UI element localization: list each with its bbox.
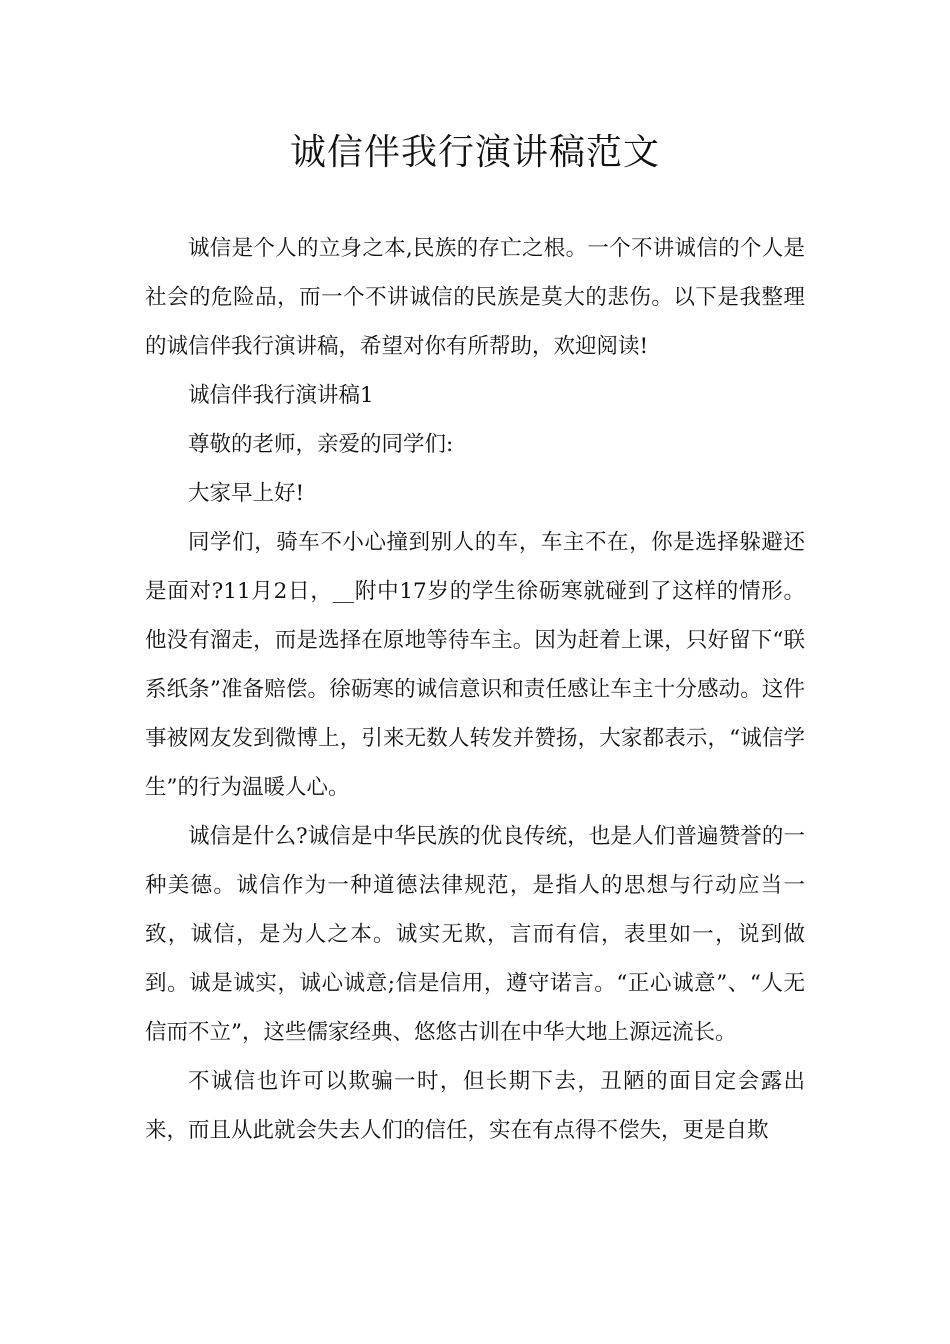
document-body [145,224,805,1155]
paragraph-definition: 诚信是什么?诚信是中华民族的优良传统，也是人们普遍赞誉的一种美德。诚信作为一种道德法律规范，是指人的思想与行动应当一致，诚信，是为人之本。诚实无欺，言而有信，表里如一，说到做到。诚是诚实，诚心诚意;信是信用，遵守诺言。“正心诚意”、“人无信而不立”，这些儒家经典、悠悠古训在中华大地上源远流长。 [145,824,805,1045]
paragraph-story: 同学们，骑车不小心撞到别人的车，车主不在，你是选择躲避还是面对?11月2日，__附中17岁的学生徐砺寒就碰到了这样的情形。他没有溜走，而是选择在原地等待车主。因为赶着上课，只好留下“联系纸条”准备赔偿。徐砺寒的诚信意识和责任感让车主十分感动。这件事被网友发到微博上，引来无数人转发并赞扬，大家都表示，“诚信学生”的行为温暖人心。 [145,530,805,800]
paragraph-consequence: 不诚信也许可以欺骗一时，但长期下去，丑陋的面目定会露出来，而且从此就会失去人们的信任，实在有点得不偿失，更是自欺 [145,1069,805,1143]
paragraph-speech-heading: 诚信伴我行演讲稿1 [188,383,374,408]
paragraph-intro: 诚信是个人的立身之本,民族的存亡之根。一个不讲诚信的个人是社会的危险品，而一个不讲诚信的民族是莫大的悲伤。以下是我整理的诚信伴我行演讲稿，希望对你有所帮助，欢迎阅读! [145,236,805,359]
paragraph-salutation: 尊敬的老师，亲爱的同学们: [188,432,454,457]
paragraph-greeting: 大家早上好! [188,481,305,506]
document-title: 诚信伴我行演讲稿范文 [289,132,660,173]
